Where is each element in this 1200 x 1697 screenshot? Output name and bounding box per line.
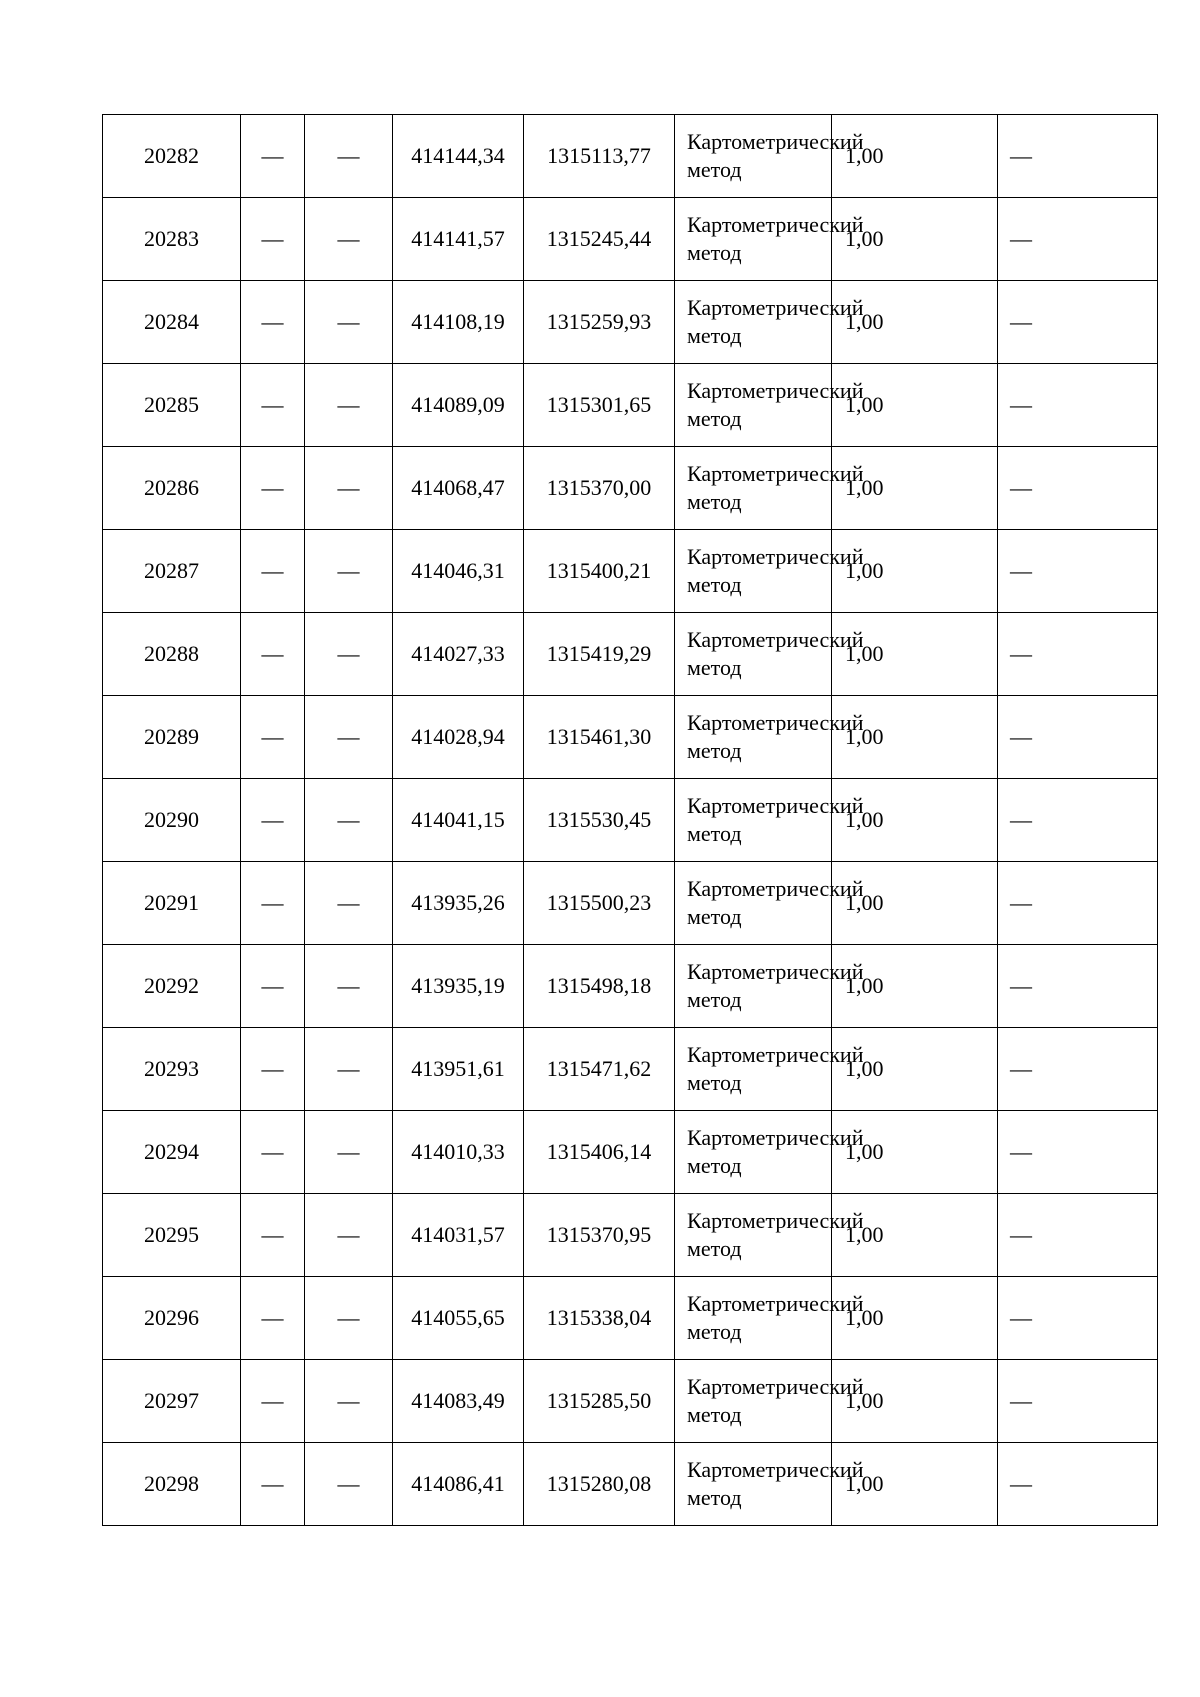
accuracy-cell: 1,00 [832, 364, 998, 447]
point-number-cell: 20292 [103, 945, 241, 1028]
empty-value-cell: — [305, 613, 393, 696]
coordinate-y-cell: 1315245,44 [524, 198, 675, 281]
empty-value-cell: — [305, 447, 393, 530]
coordinate-x-cell: 414010,33 [393, 1111, 524, 1194]
empty-value-cell: — [241, 530, 305, 613]
coordinate-y-cell: 1315370,95 [524, 1194, 675, 1277]
table-row [103, 1194, 1158, 1277]
coordinate-x-cell: 414144,34 [393, 115, 524, 198]
empty-value-cell: — [998, 613, 1158, 696]
coordinate-x-cell: 414041,15 [393, 779, 524, 862]
empty-value-cell: — [241, 779, 305, 862]
empty-value-cell: — [998, 364, 1158, 447]
coordinate-y-cell: 1315338,04 [524, 1277, 675, 1360]
method-cell: Картометрический метод [675, 779, 832, 862]
empty-value-cell: — [998, 696, 1158, 779]
accuracy-cell: 1,00 [832, 1028, 998, 1111]
coordinates-table [102, 114, 1158, 1526]
empty-value-cell: — [998, 281, 1158, 364]
empty-value-cell: — [241, 1277, 305, 1360]
empty-value-cell: — [305, 1443, 393, 1526]
empty-value-cell: — [305, 862, 393, 945]
accuracy-cell: 1,00 [832, 1277, 998, 1360]
table-row [103, 1111, 1158, 1194]
empty-value-cell: — [305, 530, 393, 613]
coordinate-x-cell: 413935,19 [393, 945, 524, 1028]
accuracy-cell: 1,00 [832, 115, 998, 198]
accuracy-cell: 1,00 [832, 1111, 998, 1194]
table-row [103, 447, 1158, 530]
table-row [103, 1028, 1158, 1111]
coordinate-y-cell: 1315500,23 [524, 862, 675, 945]
empty-value-cell: — [305, 198, 393, 281]
point-number-cell: 20291 [103, 862, 241, 945]
empty-value-cell: — [241, 364, 305, 447]
table-row [103, 945, 1158, 1028]
table-row [103, 779, 1158, 862]
coordinate-x-cell: 414031,57 [393, 1194, 524, 1277]
coordinate-y-cell: 1315301,65 [524, 364, 675, 447]
table-body [103, 115, 1158, 1526]
table-row [103, 613, 1158, 696]
table-row [103, 696, 1158, 779]
coordinate-y-cell: 1315461,30 [524, 696, 675, 779]
accuracy-cell: 1,00 [832, 1443, 998, 1526]
empty-value-cell: — [241, 1111, 305, 1194]
point-number-cell: 20295 [103, 1194, 241, 1277]
empty-value-cell: — [241, 115, 305, 198]
point-number-cell: 20297 [103, 1360, 241, 1443]
table-row [103, 1360, 1158, 1443]
method-cell: Картометрический метод [675, 613, 832, 696]
coordinate-x-cell: 414055,65 [393, 1277, 524, 1360]
coordinate-x-cell: 413935,26 [393, 862, 524, 945]
empty-value-cell: — [241, 1028, 305, 1111]
empty-value-cell: — [998, 1443, 1158, 1526]
empty-value-cell: — [998, 530, 1158, 613]
point-number-cell: 20293 [103, 1028, 241, 1111]
table-row [103, 364, 1158, 447]
accuracy-cell: 1,00 [832, 696, 998, 779]
method-cell: Картометрический метод [675, 364, 832, 447]
accuracy-cell: 1,00 [832, 281, 998, 364]
coordinate-x-cell: 414086,41 [393, 1443, 524, 1526]
coordinate-x-cell: 414068,47 [393, 447, 524, 530]
empty-value-cell: — [998, 198, 1158, 281]
empty-value-cell: — [241, 613, 305, 696]
method-cell: Картометрический метод [675, 115, 832, 198]
method-cell: Картометрический метод [675, 1443, 832, 1526]
method-cell: Картометрический метод [675, 198, 832, 281]
coordinate-x-cell: 414089,09 [393, 364, 524, 447]
point-number-cell: 20287 [103, 530, 241, 613]
accuracy-cell: 1,00 [832, 198, 998, 281]
table-row [103, 281, 1158, 364]
table-row [103, 115, 1158, 198]
empty-value-cell: — [998, 1277, 1158, 1360]
coordinate-y-cell: 1315471,62 [524, 1028, 675, 1111]
coordinate-x-cell: 414046,31 [393, 530, 524, 613]
empty-value-cell: — [998, 1194, 1158, 1277]
point-number-cell: 20290 [103, 779, 241, 862]
coordinate-y-cell: 1315400,21 [524, 530, 675, 613]
accuracy-cell: 1,00 [832, 945, 998, 1028]
coordinate-y-cell: 1315406,14 [524, 1111, 675, 1194]
method-cell: Картометрический метод [675, 945, 832, 1028]
coordinate-y-cell: 1315259,93 [524, 281, 675, 364]
method-cell: Картометрический метод [675, 1028, 832, 1111]
point-number-cell: 20284 [103, 281, 241, 364]
coordinate-y-cell: 1315370,00 [524, 447, 675, 530]
empty-value-cell: — [305, 1028, 393, 1111]
empty-value-cell: — [305, 1194, 393, 1277]
empty-value-cell: — [241, 696, 305, 779]
empty-value-cell: — [305, 1360, 393, 1443]
coordinate-x-cell: 414027,33 [393, 613, 524, 696]
empty-value-cell: — [305, 945, 393, 1028]
accuracy-cell: 1,00 [832, 862, 998, 945]
empty-value-cell: — [998, 779, 1158, 862]
method-cell: Картометрический метод [675, 1277, 832, 1360]
empty-value-cell: — [241, 1194, 305, 1277]
point-number-cell: 20283 [103, 198, 241, 281]
accuracy-cell: 1,00 [832, 447, 998, 530]
point-number-cell: 20289 [103, 696, 241, 779]
accuracy-cell: 1,00 [832, 1194, 998, 1277]
empty-value-cell: — [998, 1360, 1158, 1443]
table-row [103, 530, 1158, 613]
point-number-cell: 20296 [103, 1277, 241, 1360]
empty-value-cell: — [241, 945, 305, 1028]
point-number-cell: 20298 [103, 1443, 241, 1526]
empty-value-cell: — [241, 198, 305, 281]
coordinate-y-cell: 1315285,50 [524, 1360, 675, 1443]
coordinate-y-cell: 1315113,77 [524, 115, 675, 198]
empty-value-cell: — [241, 862, 305, 945]
table-row [103, 198, 1158, 281]
accuracy-cell: 1,00 [832, 779, 998, 862]
coordinate-y-cell: 1315530,45 [524, 779, 675, 862]
method-cell: Картометрический метод [675, 1194, 832, 1277]
empty-value-cell: — [305, 115, 393, 198]
point-number-cell: 20282 [103, 115, 241, 198]
empty-value-cell: — [998, 447, 1158, 530]
empty-value-cell: — [998, 1111, 1158, 1194]
method-cell: Картометрический метод [675, 447, 832, 530]
accuracy-cell: 1,00 [832, 530, 998, 613]
method-cell: Картометрический метод [675, 530, 832, 613]
point-number-cell: 20285 [103, 364, 241, 447]
empty-value-cell: — [305, 1277, 393, 1360]
empty-value-cell: — [998, 115, 1158, 198]
empty-value-cell: — [998, 862, 1158, 945]
coordinate-y-cell: 1315419,29 [524, 613, 675, 696]
empty-value-cell: — [305, 281, 393, 364]
empty-value-cell: — [998, 1028, 1158, 1111]
empty-value-cell: — [305, 364, 393, 447]
coordinate-x-cell: 414108,19 [393, 281, 524, 364]
method-cell: Картометрический метод [675, 862, 832, 945]
coordinate-x-cell: 414028,94 [393, 696, 524, 779]
empty-value-cell: — [241, 1443, 305, 1526]
empty-value-cell: — [305, 1111, 393, 1194]
coordinate-y-cell: 1315498,18 [524, 945, 675, 1028]
accuracy-cell: 1,00 [832, 613, 998, 696]
empty-value-cell: — [305, 696, 393, 779]
empty-value-cell: — [241, 447, 305, 530]
point-number-cell: 20288 [103, 613, 241, 696]
table-row [103, 1277, 1158, 1360]
coordinate-x-cell: 414141,57 [393, 198, 524, 281]
coordinate-y-cell: 1315280,08 [524, 1443, 675, 1526]
coordinate-x-cell: 413951,61 [393, 1028, 524, 1111]
point-number-cell: 20286 [103, 447, 241, 530]
empty-value-cell: — [305, 779, 393, 862]
method-cell: Картометрический метод [675, 1111, 832, 1194]
empty-value-cell: — [241, 281, 305, 364]
coordinate-x-cell: 414083,49 [393, 1360, 524, 1443]
point-number-cell: 20294 [103, 1111, 241, 1194]
table-row [103, 1443, 1158, 1526]
method-cell: Картометрический метод [675, 281, 832, 364]
empty-value-cell: — [241, 1360, 305, 1443]
method-cell: Картометрический метод [675, 696, 832, 779]
empty-value-cell: — [998, 945, 1158, 1028]
accuracy-cell: 1,00 [832, 1360, 998, 1443]
method-cell: Картометрический метод [675, 1360, 832, 1443]
table-row [103, 862, 1158, 945]
